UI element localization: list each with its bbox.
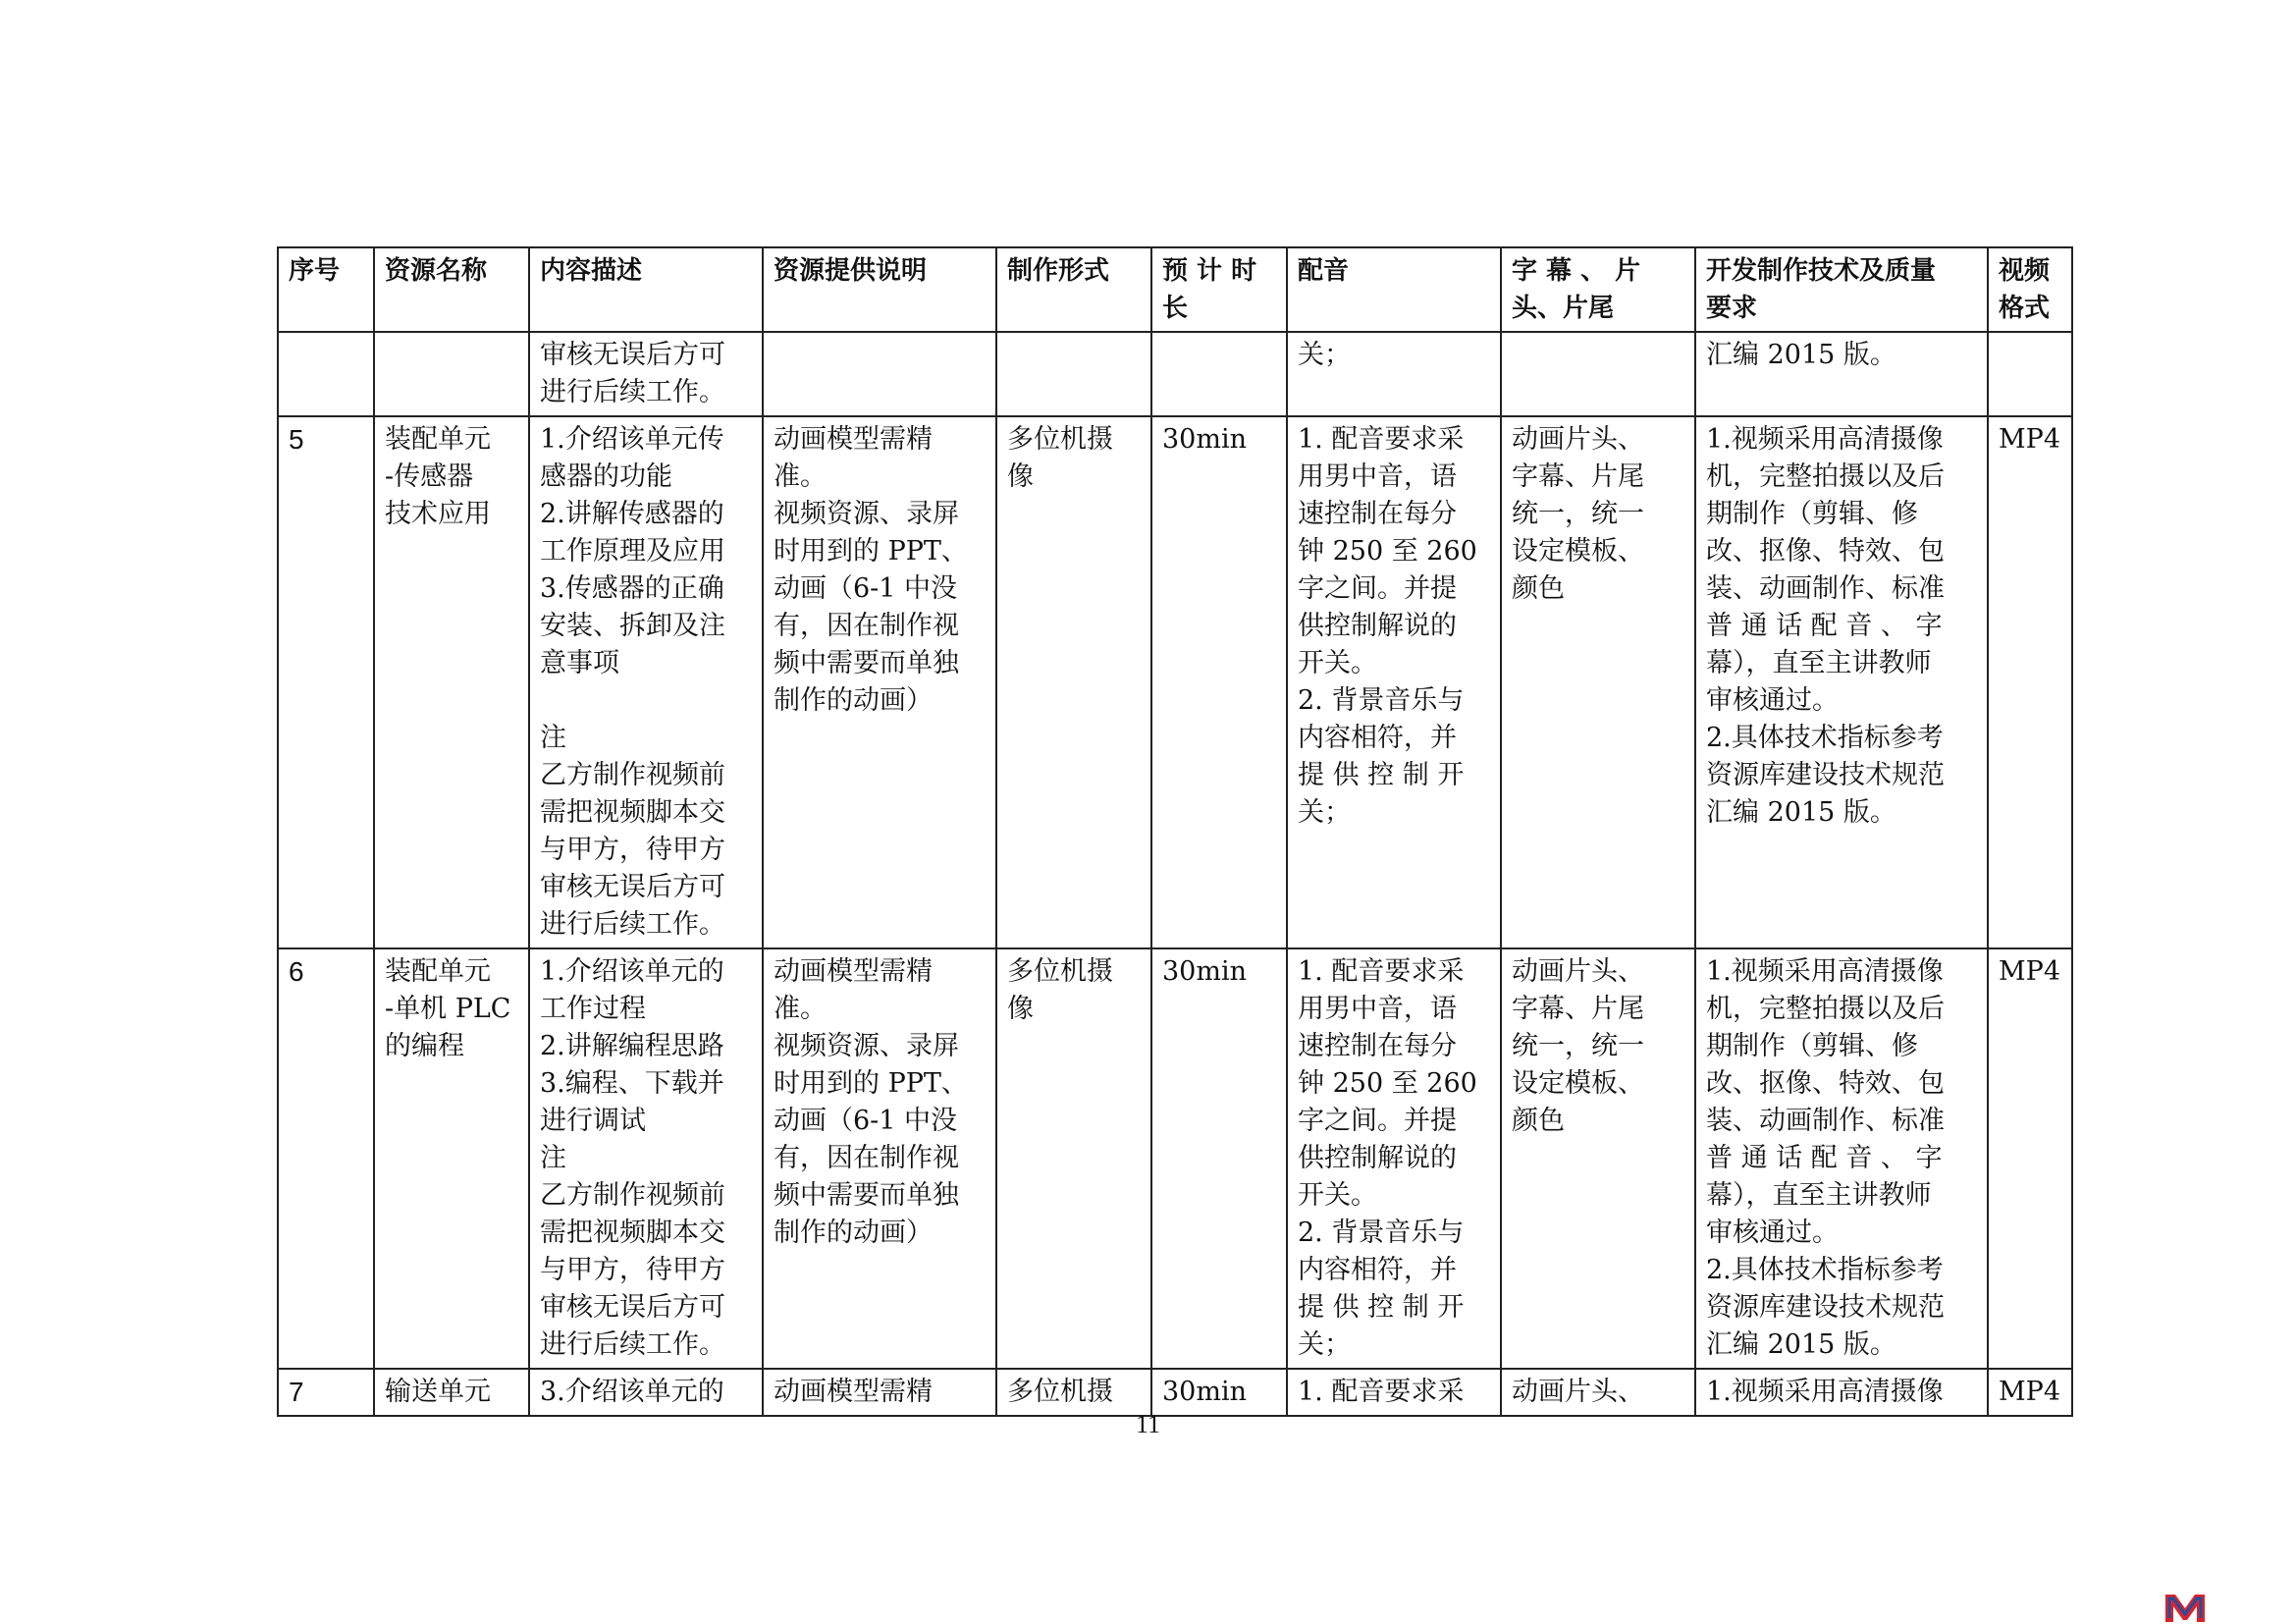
cell-num: 5 <box>278 416 374 948</box>
cell-content: 1.介绍该单元传 感器的功能 2.讲解传感器的 工作原理及应用 3.传感器的正确 安装、拆卸及注 意事项 注 乙方制作视频前 需把视频脚本交 与甲方，待甲方 审核无误后方可 进行后续工作。 <box>529 416 763 948</box>
cell-format <box>1988 332 2072 416</box>
cell-name: 装配单元 -传感器 技术应用 <box>374 416 529 948</box>
cell-provide: 动画模型需精 <box>763 1369 996 1416</box>
cell-num <box>278 332 374 416</box>
cell-content: 3.介绍该单元的 <box>529 1369 763 1416</box>
cell-subtitle: 动画片头、 字幕、片尾 统一，统一 设定模板、 颜色 <box>1501 416 1695 948</box>
cell-num: 6 <box>278 948 374 1369</box>
header-duration: 预 计 时 长 <box>1151 247 1287 332</box>
header-seq: 序号 <box>278 247 374 332</box>
cell-format: MP4 <box>1988 1369 2072 1416</box>
cell-subtitle <box>1501 332 1695 416</box>
header-quality: 开发制作技术及质量 要求 <box>1695 247 1988 332</box>
cell-voice: 1. 配音要求采 用男中音，语 速控制在每分 钟 250 至 260 字之间。并提 供控制解说的 开关。 2. 背景音乐与 内容相符，并 提 供 控 制 开 关； <box>1287 416 1501 948</box>
cell-name: 装配单元 -单机 PLC 的编程 <box>374 948 529 1369</box>
header-content: 内容描述 <box>529 247 763 332</box>
cell-content: 审核无误后方可 进行后续工作。 <box>529 332 763 416</box>
cell-subtitle: 动画片头、 字幕、片尾 统一，统一 设定模板、 颜色 <box>1501 948 1695 1369</box>
table-row <box>278 416 2072 948</box>
cell-voice: 1. 配音要求采 用男中音，语 速控制在每分 钟 250 至 260 字之间。并提 供控制解说的 开关。 2. 背景音乐与 内容相符，并 提 供 控 制 开 关； <box>1287 948 1501 1369</box>
cell-voice: 关； <box>1287 332 1501 416</box>
cell-subtitle: 动画片头、 <box>1501 1369 1695 1416</box>
cell-quality: 汇编 2015 版。 <box>1695 332 1988 416</box>
cell-name: 输送单元 <box>374 1369 529 1416</box>
header-subtitle: 字 幕 、 片 头、片尾 <box>1501 247 1695 332</box>
header-provide: 资源提供说明 <box>763 247 996 332</box>
cell-format: MP4 <box>1988 948 2072 1369</box>
table-row <box>278 1369 2072 1416</box>
resource-table <box>277 246 2073 1417</box>
cell-duration: 30min <box>1151 1369 1287 1416</box>
page-number: 11 <box>1135 1410 1161 1438</box>
cell-provide <box>763 332 996 416</box>
header-form: 制作形式 <box>996 247 1151 332</box>
header-voice: 配音 <box>1287 247 1501 332</box>
cell-duration: 30min <box>1151 948 1287 1369</box>
cell-content: 1.介绍该单元的 工作过程 2.讲解编程思路 3.编程、下载并 进行调试 注 乙方制作视频前 需把视频脚本交 与甲方，待甲方 审核无误后方可 进行后续工作。 <box>529 948 763 1369</box>
cell-num: 7 <box>278 1369 374 1416</box>
cell-quality: 1.视频采用高清摄像 机，完整拍摄以及后 期制作（剪辑、修 改、抠像、特效、包 装、动画制作、标准 普 通 话 配 音 、 字 幕），直至主讲教师 审核通过。 2.具体技术指标参考 资源库建设技术规范 汇编 2015 版。 <box>1695 416 1988 948</box>
cell-duration <box>1151 332 1287 416</box>
header-resource-name: 资源名称 <box>374 247 529 332</box>
cell-form: 多位机摄 <box>996 1369 1151 1416</box>
cell-quality: 1.视频采用高清摄像 <box>1695 1369 1988 1416</box>
cell-voice: 1. 配音要求采 <box>1287 1369 1501 1416</box>
cell-form: 多位机摄 像 <box>996 416 1151 948</box>
table-row <box>278 948 2072 1369</box>
header-format: 视频 格式 <box>1988 247 2072 332</box>
cell-form <box>996 332 1151 416</box>
cell-duration: 30min <box>1151 416 1287 948</box>
cell-name <box>374 332 529 416</box>
cell-quality: 1.视频采用高清摄像 机，完整拍摄以及后 期制作（剪辑、修 改、抠像、特效、包 装、动画制作、标准 普 通 话 配 音 、 字 幕），直至主讲教师 审核通过。 2.具体技术指标参考 资源库建设技术规范 汇编 2015 版。 <box>1695 948 1988 1369</box>
table-header-row <box>278 247 2072 332</box>
cell-provide: 动画模型需精 准。 视频资源、录屏 时用到的 PPT、 动画（6-1 中没 有，因在制作视 频中需要而单独 制作的动画） <box>763 948 996 1369</box>
cell-format: MP4 <box>1988 416 2072 948</box>
table-row <box>278 332 2072 416</box>
m-logo-icon <box>2163 1591 2207 1624</box>
cell-provide: 动画模型需精 准。 视频资源、录屏 时用到的 PPT、 动画（6-1 中没 有，因在制作视 频中需要而单独 制作的动画） <box>763 416 996 948</box>
cell-form: 多位机摄 像 <box>996 948 1151 1369</box>
